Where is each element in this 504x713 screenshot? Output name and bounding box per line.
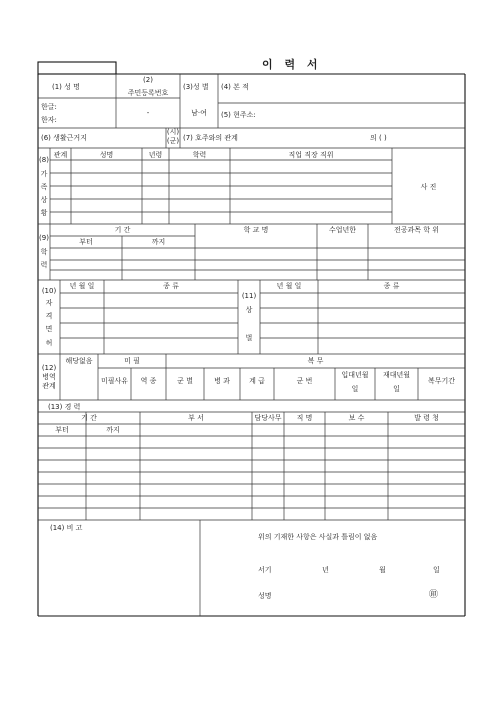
sign-day: 일 <box>433 566 440 574</box>
license-date-header: 년 월 일 <box>69 282 95 290</box>
rrn-label: 주민등록번호 <box>127 89 169 97</box>
edu-to: 까지 <box>151 238 166 246</box>
family-side-2: 족 <box>40 183 48 191</box>
military-enlist-2: 일 <box>351 385 359 393</box>
military-side-num: (12) <box>41 364 57 372</box>
hangul-label: 한글: <box>41 103 57 111</box>
relation-label: (7) 호주와의 관계 <box>183 134 238 142</box>
military-served: 복 무 <box>307 357 324 365</box>
award-date-header: 년 월 일 <box>276 282 302 290</box>
seal-mark: ㊞ <box>429 590 439 600</box>
career-position: 직 명 <box>296 414 313 422</box>
domicile-label: (4) 본 적 <box>221 83 249 91</box>
military-duration: 복무기간 <box>427 377 456 385</box>
military-number: 군 번 <box>296 377 313 385</box>
sign-year: 년 <box>322 566 329 574</box>
career-salary: 보 수 <box>348 414 365 422</box>
award-kind-header: 종 류 <box>383 282 400 290</box>
address-label: (5) 현주소: <box>221 111 256 119</box>
residence-label: (6) 생활근거지 <box>41 134 87 142</box>
photo-label: 사 진 <box>420 183 437 191</box>
hanja-label: 한자: <box>41 116 57 124</box>
certification-statement: 위의 기재한 사항은 사실과 틀림이 없음 <box>258 533 378 541</box>
sign-date-label: 서기 <box>258 566 272 574</box>
award-side-2: 벌 <box>245 334 253 342</box>
form-title: 이 력 서 <box>262 58 322 71</box>
edu-side-2: 력 <box>40 261 48 269</box>
award-side-1: 상 <box>245 306 253 314</box>
military-reason: 미필사유 <box>100 377 129 385</box>
name-label: (1) 성 명 <box>52 83 80 91</box>
edu-period: 기 간 <box>114 226 131 234</box>
military-arm: 병 과 <box>214 377 230 385</box>
rrn-dash: - <box>146 109 150 117</box>
sign-month: 월 <box>379 566 386 574</box>
career-label: (13) 경 력 <box>48 403 81 411</box>
military-rank: 계 급 <box>249 377 265 385</box>
sex-label: (3)성 별 <box>183 83 209 91</box>
family-side-num: (8) <box>39 156 49 164</box>
license-side-4: 허 <box>45 339 53 347</box>
military-side-1: 병역 <box>42 373 56 381</box>
career-dept: 부 서 <box>188 414 204 422</box>
family-header-education: 학력 <box>192 151 207 159</box>
family-header-age: 년령 <box>148 151 163 159</box>
edu-years: 수업년한 <box>328 226 357 234</box>
family-side-4: 황 <box>40 209 48 217</box>
family-side-1: 가 <box>40 170 48 178</box>
sign-name-label: 성명 <box>258 592 272 600</box>
remarks-label: (14) 비 고 <box>50 524 83 532</box>
military-kind: 역 종 <box>140 377 157 385</box>
license-side-1: 자 <box>45 299 53 307</box>
military-side-2: 관계 <box>42 382 56 390</box>
title-left-box <box>38 62 116 74</box>
award-side-num: (11) <box>241 292 257 300</box>
edu-school: 학 교 명 <box>243 226 269 234</box>
edu-major: 전공과목 학 위 <box>393 226 440 234</box>
edu-side-num: (9) <box>39 234 49 242</box>
military-branch: 군 별 <box>177 377 193 385</box>
family-header-relation: 관계 <box>53 151 68 159</box>
career-duty: 담당사무 <box>254 414 282 422</box>
license-kind-header: 종 류 <box>163 282 179 290</box>
military-applicable: 해당없음 <box>65 357 93 365</box>
military-discharge-1: 재대년월 <box>382 371 411 379</box>
career-from: 부터 <box>55 426 69 434</box>
family-header-name: 성명 <box>99 151 114 159</box>
edu-side-1: 학 <box>40 248 48 256</box>
career-issuer: 발 령 청 <box>414 414 439 422</box>
military-not-served: 미 필 <box>124 357 140 365</box>
sex-value: 남·여 <box>191 109 207 117</box>
license-side-2: 격 <box>45 312 53 320</box>
military-enlist-1: 입대년월 <box>341 371 369 379</box>
career-period: 기 간 <box>81 414 97 422</box>
family-side-3: 상 <box>40 196 48 204</box>
family-header-job: 직업 직장 직위 <box>288 151 334 159</box>
edu-from: 부터 <box>79 238 93 246</box>
relation-value: 의 ( ) <box>370 134 387 142</box>
rrn-number: (2) <box>143 76 153 84</box>
gun-label: (군) <box>166 137 180 145</box>
military-discharge-2: 일 <box>393 385 400 393</box>
license-side-3: 면 <box>45 325 53 333</box>
license-side-num: (10) <box>41 287 57 295</box>
si-label: (시) <box>166 128 180 136</box>
career-to: 까지 <box>106 426 120 434</box>
